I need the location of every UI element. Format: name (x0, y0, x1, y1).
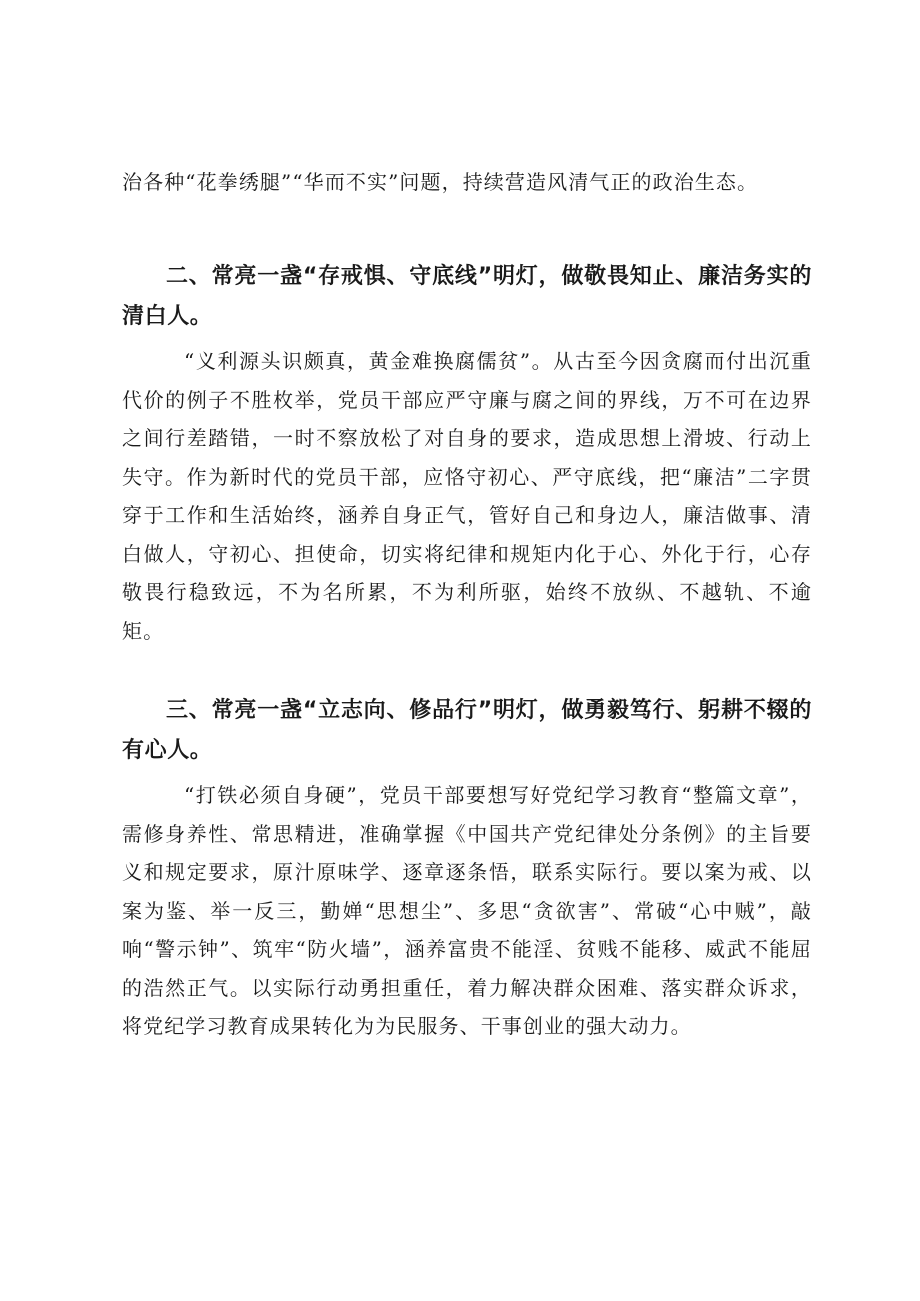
section-heading-2: 二、常亮一盏“存戒惧、守底线”明灯，做敬畏知止、廉洁务实的清白人。 (122, 264, 812, 329)
body-paragraph-section-3: “打铁必须自身硬”，党员干部要想写好党纪学习教育“整篇文章”，需修身养性、常思精进，准确掌握《中国共产党纪律处分条例》的主旨要义和规定要求，原汁原味学、逐章逐条悟，联系实际行。要以案为戒、以案为鉴、举一反三，勤婵“思想尘”、多思“贪欲害”、常破“心中贼”，敲响“警示钟”、筑牢“防火墙”，涵养富贵不能淫、贫贱不能移、威武不能屈的浩然正气。以实际行动勇担重任，着力解决群众困难、落实群众诉求，将党纪学习教育成果转化为为民服务、干事创业的强大动力。 (122, 783, 812, 1038)
section-heading-3: 三、常亮一盏“立志向、修品行”明灯，做勇毅笃行、躬耕不辍的有心人。 (122, 698, 812, 763)
body-paragraph-section-2: “义利源头识颇真，黄金难换腐儒贫”。从古至今因贪腐而付出沉重代价的例子不胜枚举，党员干部应严守廉与腐之间的界线，万不可在边界之间行差踏错，一时不察放松了对自身的要求，造成思想上滑坡、行动上失守。作为新时代的党员干部，应恪守初心、严守底线，把“廉洁”二字贯穿于工作和生活始终，涵养自身正气，管好自己和身边人，廉洁做事、清白做人，守初心、担使命，切实将纪律和规矩内化于心、外化于行，心存敬畏行稳致远，不为名所累，不为利所驱，始终不放纵、不越轨、不逾矩。 (122, 349, 812, 643)
body-paragraph-continuation: 治各种“花拳绣腿”“华而不实”问题，持续营造风清气正的政治生态。 (122, 170, 759, 194)
